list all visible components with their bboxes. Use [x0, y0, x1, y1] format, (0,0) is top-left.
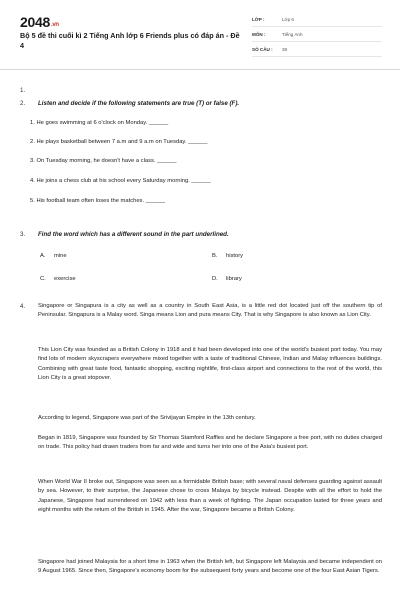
reading-paragraph: This Lion City was founded as a British Colony in 1918 and it had been developed into one of the world's busiest port today. You may find lots of modern skyscrapers everywhere mixed together with a taste of traditional Chinese, Indian and Malay influences buildings. Combining with great taste food, fantastic shopping, exciting nightlife, first-class airport and connections to the rest of the world, this Lion City is a great stopover. [38, 347, 382, 381]
option-word: mine [54, 253, 67, 259]
question-number: 1. [20, 87, 26, 94]
reading-paragraph: According to legend, Singapore was part of the Srivijayan Empire in the 13th century. [38, 415, 256, 421]
option-word: history [226, 253, 244, 259]
question-instruction: Find the word which has a different sound in the part underlined. [38, 231, 229, 238]
logo-suffix: .vn [50, 22, 59, 28]
option-letter: A. [40, 253, 46, 259]
reading-paragraph: When World War II broke out, Singapore was seen as a formidable British base; with several naval defenses guarding against assault by sea. However, to their surprise, the Japanese chose to cross Malaya by bicycle instead. Despite with all the effort to hold the Japanese, Singapore had surrendered on 1942 with less than a week of fighting. The Japan occupation lasted for three years and eight months with the return of the British in 1945. After the war, Singapore became a British Colony. [38, 479, 382, 513]
meta-label: MÔN : [252, 31, 266, 37]
logo-text: 2048 [20, 14, 50, 30]
statement-item: 1. He goes swimming at 6 o'clock on Monday. ______ [30, 120, 169, 126]
page-title: Bộ 5 đề thi cuối kì 2 Tiếng Anh lớp 6 Friends plus có đáp án - Đề 4 [20, 31, 240, 50]
meta-row-class [252, 12, 382, 27]
statement-item: 4. He joins a chess club at his school every Saturday morning. ______ [30, 178, 211, 184]
meta-label: SỐ CÂU : [252, 46, 273, 52]
reading-paragraph: Began in 1819, Singapore was founded by Sir Thomas Stamford Raffles and he declare Singapore a free port, with no duties charged on trade. This policy had drawn traders from far and wide and turns her into one of the Asia's busiest port. [38, 435, 382, 451]
question-instruction: Listen and decide if the following statements are true (T) or false (F). [38, 100, 240, 107]
option-letter: D. [212, 276, 218, 282]
meta-label: LỚP : [252, 16, 265, 22]
meta-table [252, 12, 382, 57]
option-word: exercise [54, 276, 76, 282]
site-logo[interactable] [20, 14, 59, 30]
statement-item: 5. His football team often loses the matches. ______ [30, 198, 166, 204]
statement-item: 2. He plays basketball between 7 a.m and 9 a.m on Tuesday. ______ [30, 139, 208, 145]
option-word: library [226, 276, 242, 282]
document-header [0, 0, 400, 70]
option-c[interactable] [40, 275, 76, 284]
meta-value: 39 [282, 46, 288, 52]
meta-value: Tiếng Anh [282, 31, 303, 37]
meta-row-subject [252, 27, 382, 42]
statement-item: 3. On Tuesday morning, he doesn't have a class. ______ [30, 158, 177, 164]
option-letter: B. [212, 253, 218, 259]
question-number: 4. [20, 303, 26, 310]
reading-paragraph: Singapore had joined Malaysia for a short time in 1963 when the British left, but Singapore left Malaysia and became independent on 9 August 1965. Since then, Singapore's economy boom for the subsequent forty years and become one of the four East Asian Tigers. [38, 559, 382, 575]
option-a[interactable] [40, 252, 67, 261]
question-number: 3. [20, 231, 26, 238]
option-letter: C. [40, 276, 46, 282]
meta-row-count [252, 42, 382, 57]
option-b[interactable] [212, 252, 243, 261]
option-d[interactable] [212, 275, 242, 284]
meta-value: Lớp 6 [282, 16, 294, 22]
question-number: 2. [20, 100, 26, 107]
reading-paragraph: Singapore or Singapura is a city as well as a country in South East Asia, is a little red dot located just off the southern tip of Peninsular. Singapura is a Malay word. Singa means Lion and pura means City. That is why Singapore is also known as Lion City. [38, 303, 382, 319]
